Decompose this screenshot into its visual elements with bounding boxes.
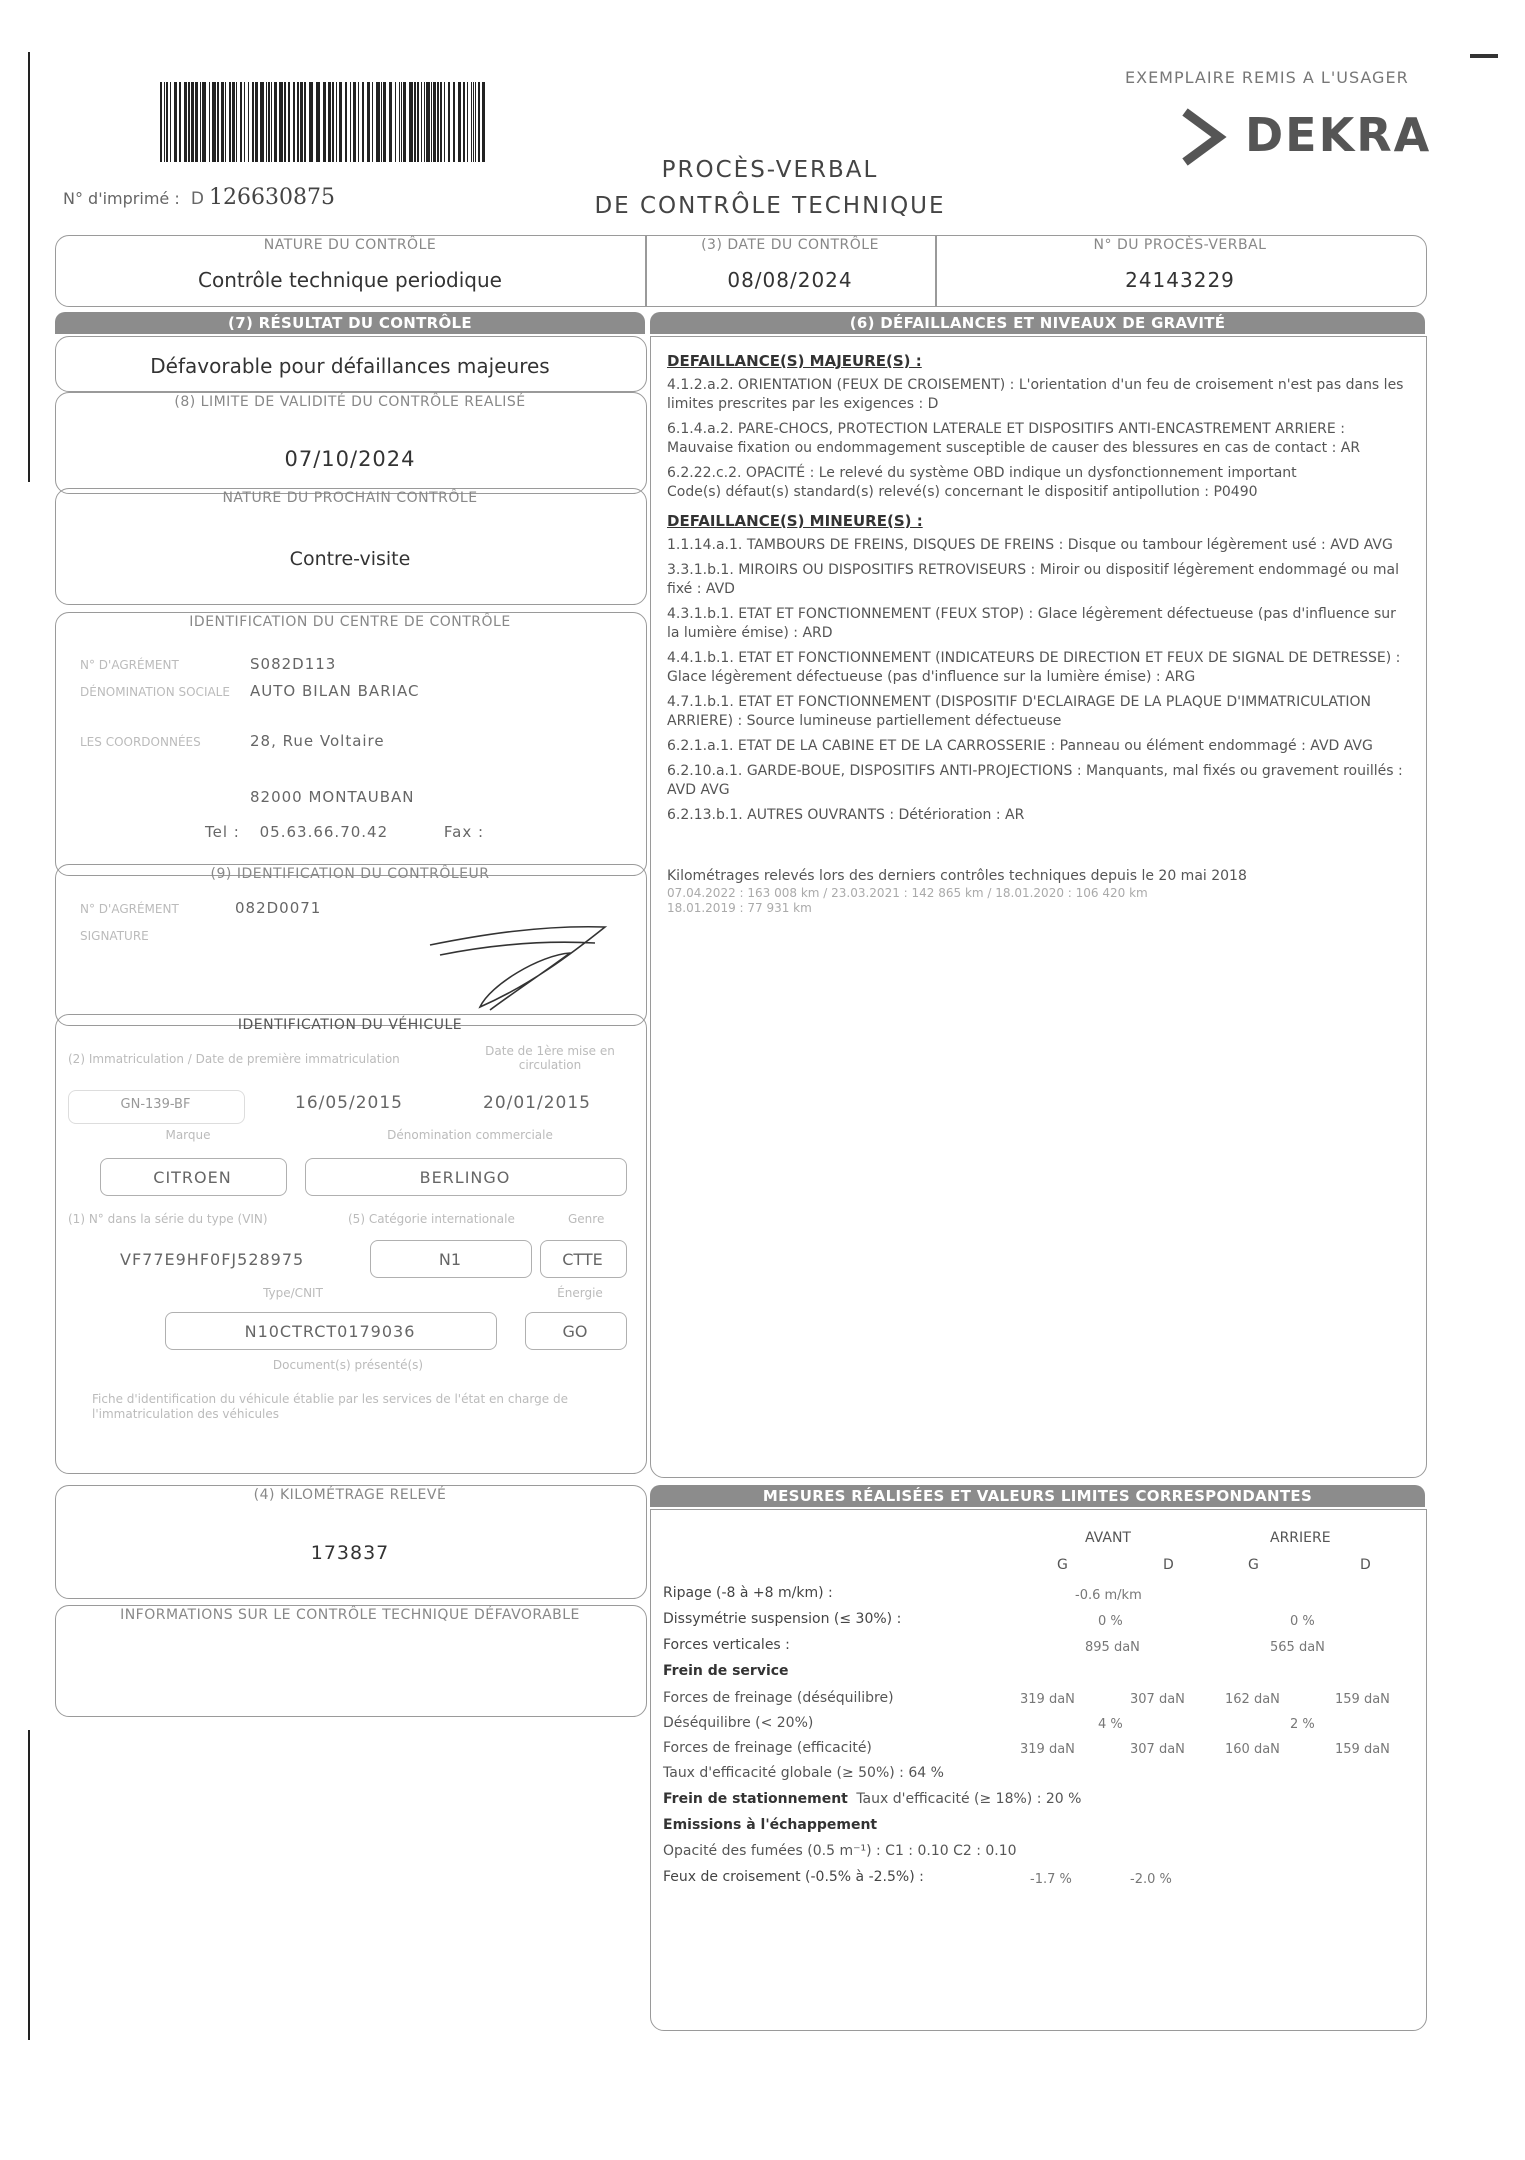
barcode-bar: [304, 82, 306, 162]
signature: [420, 915, 620, 1015]
barcode-bar: [271, 82, 272, 162]
barcode-bar: [353, 82, 356, 162]
barcode-bar: [323, 82, 326, 162]
majeure-item: 6.2.22.c.2. OPACITÉ : Le relevé du système OBD indique un dysfonctionnement important: [667, 465, 1297, 481]
mineure-item: 1.1.14.a.1. TAMBOURS DE FREINS, DISQUES DE FREINS : Disque ou tambour légèrement usé : AVD AVG: [667, 537, 1393, 553]
barcode-bar: [209, 82, 210, 162]
barcode-bar: [279, 82, 283, 162]
pv-label: N° DU PROCÈS-VERBAL: [1093, 237, 1267, 253]
f-deseq-avd: 307 daN: [1130, 1692, 1185, 1707]
barcode-bar: [166, 82, 168, 162]
mineure-item: 6.2.1.a.1. ETAT DE LA CABINE ET DE LA CARROSSERIE : Panneau ou élément endommagé : AVD AVG: [667, 738, 1373, 754]
barcode-bar: [191, 82, 194, 162]
feux-label: Feux de croisement (-0.5% à -2.5%) :: [663, 1869, 924, 1885]
avant-g-header: G: [1057, 1557, 1068, 1573]
vehicule-label: IDENTIFICATION DU VÉHICULE: [237, 1017, 463, 1033]
barcode-bar: [448, 82, 450, 162]
centre-agrement: S082D113: [250, 655, 337, 673]
dissym-ar: 0 %: [1290, 1614, 1315, 1629]
barcode-bar: [174, 82, 177, 162]
categorie-value: N1: [438, 1250, 462, 1269]
vehicule-col2-label: Date de 1ère mise en circulation: [485, 1044, 615, 1072]
majeure-item: 4.1.2.a.2. ORIENTATION (FEUX DE CROISEMENT) : L'orientation d'un feu de croisement n'est pas dans les limites prescrites par les exigences : D: [667, 377, 1404, 412]
limite-value: 07/10/2024: [284, 447, 416, 471]
defaillances-content: [667, 352, 1412, 916]
barcode-bar: [225, 82, 226, 162]
barcode-bar: [345, 82, 347, 162]
barcode-bar: [424, 82, 425, 162]
dekra-logo: DEKRA: [1175, 108, 1227, 170]
prochain-label: NATURE DU PROCHAIN CONTRÔLE: [222, 490, 478, 506]
barcode-bar: [358, 82, 359, 162]
km-history-title: Kilométrages relevés lors des derniers contrôles techniques depuis le 20 mai 2018: [667, 868, 1247, 884]
forces-v-label: Forces verticales :: [663, 1637, 790, 1653]
centre-agrement-label: N° D'AGRÉMENT: [80, 658, 179, 672]
info-defav-label: INFORMATIONS SUR LE CONTRÔLE TECHNIQUE DÉFAVORABLE: [120, 1607, 580, 1623]
barcode-bar: [409, 82, 413, 162]
opacite-row: Opacité des fumées (0.5 m⁻¹) : C1 : 0.10 C2 : 0.10: [663, 1843, 1017, 1859]
barcode-bar: [372, 82, 373, 162]
f-deseq-avg: 319 daN: [1020, 1692, 1075, 1707]
barcode: [160, 82, 490, 162]
majeure-item: Code(s) défaut(s) standard(s) relevé(s) concernant le dispositif antipollution : P0490: [667, 484, 1258, 500]
barcode-bar: [188, 82, 190, 162]
feux-g: -1.7 %: [1030, 1872, 1072, 1887]
cat-label: (5) Catégorie internationale: [348, 1212, 515, 1226]
prochain-value: Contre-visite: [289, 548, 411, 570]
barcode-bar: [463, 82, 465, 162]
marque-value: CITROEN: [153, 1168, 232, 1187]
barcode-bar: [453, 82, 455, 162]
date-controle-label: (3) DATE DU CONTRÔLE: [701, 237, 879, 253]
barcode-bar: [236, 82, 237, 162]
barcode-bar: [328, 82, 331, 162]
barcode-bar: [403, 82, 406, 162]
barcode-bar: [255, 82, 258, 162]
mineure-item: 4.7.1.b.1. ETAT ET FONCTIONNEMENT (DISPOSITIF D'ECLAIRAGE DE LA PLAQUE D'IMMATRICULATION ARRIERE) : Source lumineuse partiellement défectueuse: [667, 694, 1372, 729]
barcode-bar: [478, 82, 480, 162]
forces-v-ar: 565 daN: [1270, 1640, 1325, 1655]
energie-label: Énergie: [557, 1286, 603, 1300]
barcode-bar: [164, 82, 165, 162]
exemplaire-label: EXEMPLAIRE REMIS A L'USAGER: [1125, 68, 1409, 87]
pv-value: 24143229: [1125, 268, 1235, 292]
barcode-bar: [350, 82, 351, 162]
barcode-bar: [376, 82, 380, 162]
immat-value: GN-139-BF: [120, 1097, 191, 1112]
f-eff-avg: 319 daN: [1020, 1742, 1075, 1757]
barcode-bar: [297, 82, 299, 162]
barcode-bar: [433, 82, 436, 162]
f-eff-ard: 159 daN: [1335, 1742, 1390, 1757]
barcode-bar: [367, 82, 370, 162]
type-value: N10CTRCT0179036: [244, 1322, 416, 1341]
barcode-bar: [475, 82, 476, 162]
denom-label: Dénomination commerciale: [387, 1128, 553, 1142]
avant-d-header: D: [1163, 1557, 1174, 1573]
resultat-value: Défavorable pour défaillances majeures: [150, 354, 550, 378]
forces-v-av: 895 daN: [1085, 1640, 1140, 1655]
controleur-agrement-label: N° D'AGRÉMENT: [80, 902, 179, 916]
barcode-bar: [293, 82, 295, 162]
barcode-bar: [389, 82, 392, 162]
feux-d: -2.0 %: [1130, 1872, 1172, 1887]
energie-value: GO: [562, 1322, 588, 1341]
nature-controle-label: NATURE DU CONTRÔLE: [263, 237, 437, 253]
mineures-title: DEFAILLANCE(S) MINEURE(S) :: [667, 512, 923, 530]
mineure-item: 6.2.10.a.1. GARDE-BOUE, DISPOSITIFS ANTI-PROJECTIONS : Manquants, mal fixés ou gravement rouillés : AVD AVG: [667, 763, 1403, 798]
margin-mark-left-bottom: [28, 1730, 30, 2040]
stationnement-row: Frein de stationnement Taux d'efficacité (≥ 18%) : 20 %: [663, 1791, 1082, 1807]
kilometrage-value: 173837: [310, 1542, 390, 1564]
resultat-band: (7) RÉSULTAT DU CONTRÔLE: [55, 312, 645, 334]
barcode-bar: [316, 82, 320, 162]
barcode-bar: [431, 82, 432, 162]
mineure-item: 6.2.13.b.1. AUTRES OUVRANTS : Détérioration : AR: [667, 807, 1025, 823]
barcode-bar: [229, 82, 231, 162]
arriere-g-header: G: [1248, 1557, 1259, 1573]
imprime-number: N° d'imprimé : D 126630875: [63, 185, 335, 210]
centre-adresse2: 82000 MONTAUBAN: [250, 788, 415, 806]
arriere-d-header: D: [1360, 1557, 1371, 1573]
barcode-bar: [426, 82, 430, 162]
f-deseq-ard: 159 daN: [1335, 1692, 1390, 1707]
deseq-label: Déséquilibre (< 20%): [663, 1715, 814, 1731]
barcode-bar: [200, 82, 201, 162]
arriere-header: ARRIERE: [1270, 1530, 1331, 1546]
barcode-bar: [362, 82, 364, 162]
barcode-bar: [421, 82, 422, 162]
barcode-bar: [467, 82, 468, 162]
barcode-bar: [184, 82, 187, 162]
f-eff-label: Forces de freinage (efficacité): [663, 1740, 872, 1756]
marque-label: Marque: [165, 1128, 211, 1142]
centre-raison-label: DÉNOMINATION SOCIALE: [80, 685, 230, 699]
barcode-bar: [221, 82, 224, 162]
majeure-item: 6.1.4.a.2. PARE-CHOCS, PROTECTION LATERALE ET DISPOSITIFS ANTI-ENCASTREMENT ARRIERE : Mauvaise fixation ou endommagement susceptible de causer des blessures en cas de contact : AR: [667, 421, 1361, 456]
limite-label: (8) LIMITE DE VALIDITÉ DU CONTRÔLE REALISÉ: [174, 394, 526, 410]
centre-coord-label: LES COORDONNÉES: [80, 735, 201, 749]
defaillances-band: (6) DÉFAILLANCES ET NIVEAUX DE GRAVITÉ: [650, 312, 1425, 334]
barcode-bar: [170, 82, 171, 162]
barcode-bar: [268, 82, 270, 162]
majeures-title: DEFAILLANCE(S) MAJEURE(S) :: [667, 352, 922, 370]
barcode-bar: [332, 82, 334, 162]
centre-label: IDENTIFICATION DU CENTRE DE CONTRÔLE: [189, 614, 511, 630]
kilometrage-label: (4) KILOMÉTRAGE RELEVÉ: [253, 1487, 447, 1503]
f-eff-avd: 307 daN: [1130, 1742, 1185, 1757]
barcode-bar: [482, 82, 485, 162]
dekra-chevron-icon: [1175, 108, 1227, 166]
barcode-bar: [437, 82, 439, 162]
f-eff-arg: 160 daN: [1225, 1742, 1280, 1757]
date-immat-value: 16/05/2015: [295, 1093, 403, 1113]
denom-value: BERLINGO: [419, 1168, 511, 1187]
barcode-bar: [232, 82, 235, 162]
f-deseq-arg: 162 daN: [1225, 1692, 1280, 1707]
mineure-item: 4.3.1.b.1. ETAT ET FONCTIONNEMENT (FEUX STOP) : Glace légèrement défectueuse (pas d'influence sur la lumière émise) : ARD: [667, 606, 1396, 641]
controleur-signature-label: SIGNATURE: [80, 929, 149, 943]
date-controle-value: 08/08/2024: [727, 268, 853, 292]
barcode-bar: [240, 82, 242, 162]
controleur-agrement: 082D0071: [235, 899, 322, 917]
barcode-bar: [444, 82, 445, 162]
barcode-bar: [266, 82, 267, 162]
centre-tel: Tel : 05.63.66.70.42 Fax :: [205, 823, 485, 841]
centre-adresse1: 28, Rue Voltaire: [250, 732, 385, 750]
f-deseq-label: Forces de freinage (déséquilibre): [663, 1690, 894, 1706]
barcode-bar: [381, 82, 382, 162]
controleur-label: (9) IDENTIFICATION DU CONTRÔLEUR: [210, 866, 490, 882]
docs-text: Fiche d'identification du véhicule établie par les services de l'état en charge de l'immatriculation des véhicules: [92, 1392, 568, 1421]
barcode-bar: [217, 82, 219, 162]
barcode-bar: [401, 82, 402, 162]
km-history-line: 18.01.2019 : 77 931 km: [667, 901, 812, 915]
barcode-bar: [274, 82, 277, 162]
barcode-bar: [309, 82, 313, 162]
page-title: PROCÈS-VERBAL DE CONTRÔLE TECHNIQUE: [594, 157, 946, 219]
type-label: Type/CNIT: [263, 1286, 323, 1300]
docs-label: Document(s) présenté(s): [272, 1358, 424, 1372]
barcode-bar: [473, 82, 474, 162]
barcode-bar: [414, 82, 416, 162]
barcode-bar: [179, 82, 181, 162]
barcode-bar: [339, 82, 342, 162]
barcode-bar: [440, 82, 442, 162]
vehicule-col1-label: (2) Immatriculation / Date de première immatriculation: [68, 1052, 400, 1066]
km-history-line: 07.04.2022 : 163 008 km / 23.03.2021 : 142 865 km / 18.01.2020 : 106 420 km: [667, 886, 1148, 900]
barcode-bar: [383, 82, 386, 162]
barcode-bar: [284, 82, 286, 162]
margin-mark-left-top: [28, 52, 30, 482]
ripage-value: -0.6 m/km: [1075, 1588, 1142, 1603]
barcode-bar: [399, 82, 400, 162]
barcode-bar: [202, 82, 206, 162]
barcode-bar: [300, 82, 303, 162]
barcode-bar: [212, 82, 216, 162]
barcode-bar: [195, 82, 198, 162]
barcode-bar: [288, 82, 290, 162]
taux-global: Taux d'efficacité globale (≥ 50%) : 64 %: [663, 1765, 944, 1781]
dissym-label: Dissymétrie suspension (≤ 30%) :: [663, 1611, 902, 1627]
barcode-bar: [471, 82, 472, 162]
mineure-item: 3.3.1.b.1. MIROIRS OU DISPOSITIFS RETROVISEURS : Miroir ou dispositif légèrement endommagé ou mal fixé : AVD: [667, 562, 1400, 597]
ripage-label: Ripage (-8 à +8 m/km) :: [663, 1585, 833, 1601]
barcode-bar: [252, 82, 254, 162]
centre-raison: AUTO BILAN BARIAC: [250, 682, 420, 700]
genre-value: CTTE: [562, 1250, 603, 1269]
avant-header: AVANT: [1085, 1530, 1131, 1546]
emissions-title: Emissions à l'échappement: [663, 1817, 878, 1833]
vin-label: (1) N° dans la série du type (VIN): [68, 1212, 268, 1226]
genre-label: Genre: [568, 1212, 605, 1226]
mesures-band: MESURES RÉALISÉES ET VALEURS LIMITES CORRESPONDANTES: [650, 1485, 1425, 1507]
nature-controle-value: Contrôle technique periodique: [198, 268, 502, 292]
deseq-ar: 2 %: [1290, 1717, 1315, 1732]
barcode-bar: [244, 82, 245, 162]
frein-service-title: Frein de service: [663, 1663, 789, 1679]
mineure-item: 4.4.1.b.1. ETAT ET FONCTIONNEMENT (INDICATEURS DE DIRECTION ET FEUX DE SIGNAL DE DETRESSE) : Glace légèrement défectueuse (pas d'influence sur la lumière émise) : ARG: [667, 650, 1401, 685]
barcode-bar: [395, 82, 396, 162]
barcode-bar: [160, 82, 162, 162]
vin-value: VF77E9HF0FJ528975: [120, 1250, 305, 1269]
date-circ-value: 20/01/2015: [483, 1093, 591, 1113]
margin-mark-right: [1470, 54, 1498, 58]
barcode-bar: [336, 82, 337, 162]
barcode-bar: [458, 82, 461, 162]
barcode-bar: [260, 82, 264, 162]
dissym-av: 0 %: [1098, 1614, 1123, 1629]
barcode-bar: [248, 82, 249, 162]
barcode-bar: [417, 82, 419, 162]
deseq-av: 4 %: [1098, 1717, 1123, 1732]
